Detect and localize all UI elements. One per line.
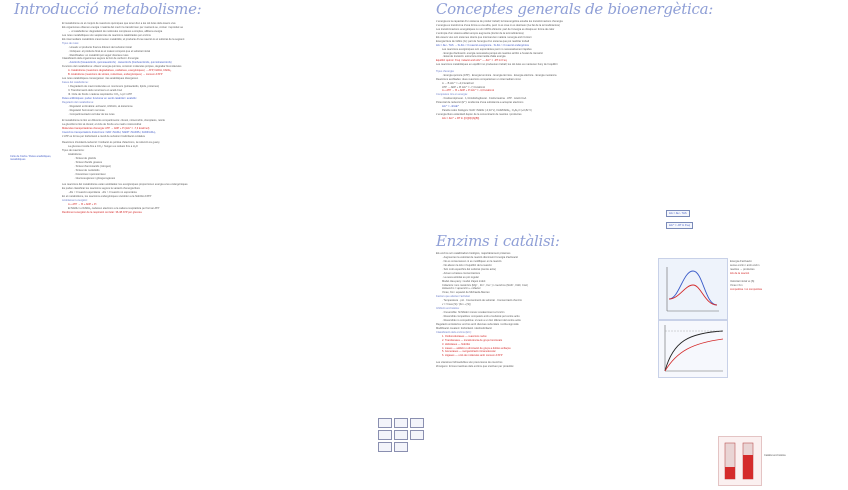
note-line: Les vitamines hidrosolubles són precursores de coenzims: [436, 360, 503, 364]
note-line: Energia lliure de Gibbs (G): part de l'energia d'un sistema que pot realitzar treball: [436, 39, 529, 43]
energy-section-title: Conceptes generals de bioenergètica:: [436, 0, 713, 18]
note-line: El metabolisme és el conjunt de reaccions químiques que tenen lloc a les cèl·lules dels éssers vius: [62, 22, 176, 25]
enzyme-icon: [394, 430, 408, 440]
equation-box-2: ΔG°' = -RT ln K'eq: [666, 222, 693, 229]
enzyme-icon: [378, 442, 392, 452]
note-line: · Regulació hormonal i nerviosa: [68, 108, 105, 112]
annotation-line: Velocitat inicial vs [S]: [730, 280, 755, 283]
figure-annotations: [730, 260, 840, 292]
note-line: · Síntesi de glúcids: [74, 156, 96, 160]
note-line: → el catabolisme: degradació de molècules complexes a simples, allibera energia: [68, 29, 163, 33]
annotation-line: sense enzim / amb enzim: [730, 264, 760, 267]
note-line: Els organismes obtenen energia i matèria del medi i la transformen per mantenir-se, créixer i reproduir-se: [62, 25, 184, 29]
note-line: L'energia és la capacitat d'un sistema de produir treball; la bioenergètica estudia les transformacions d'energia: [436, 20, 563, 23]
enzyme-icon: [410, 418, 424, 428]
note-line: · Lineals: el producte final és diferent del substrat inicial: [68, 45, 132, 49]
note-line: Les reaccions del metabolisme estan acoblades: les exergòniques proporcionen energia a les endergòniques: [62, 183, 188, 187]
note-line: Classificació dels enzims (EC):: [436, 330, 472, 334]
right-column: [430, 0, 842, 486]
note-line: Molècules transportadores d'energia: ATP → ADP + Pi (ΔG° = -7,3 kcal/mol): [62, 126, 150, 130]
page-title: Introducció metabolisme:: [14, 0, 202, 18]
note-line: I. Degradació de macromolècules en monòmers (polisacàrids, lípids, proteïnes): [68, 85, 160, 88]
note-line: Funcions del metabolisme: obtenir energia química, construir molècules pròpies, degradar biomolècules: [62, 65, 182, 69]
cylinder-note: Catàlisi enzimàtica: [764, 454, 786, 457]
note-line: A → B ΔG°' = +3,3 kcal/mol: [442, 81, 474, 85]
note-line: L'ATP es forma per fosforilació a nivell de substrat i fosforilació oxidativa: [62, 134, 145, 138]
note-line: Tipus de rutes:: [62, 41, 80, 45]
note-line: Tipus de reaccions:: [62, 149, 85, 153]
note-line: · Autòtrofs (fotoautòtrofs, quimioautòtrofs) · Heteròtrofs (fotoheteròtrofs, quimioheteròtrofs): [68, 61, 172, 65]
note-line: El NADH i el FADH₂ cedeixen electrons a la cadena respiratòria per formar ATP: [68, 206, 160, 210]
note-line: · Síntesi d'àcids grassos: [74, 160, 103, 164]
note-line: En el metabolisme, les reaccions endergòniques s'acoblen a la hidròlisi d'ATP: [62, 194, 152, 198]
note-line: · Gluconeogènesi i glicogenogènesi: [74, 176, 116, 180]
note-line: · Síntesi de nucleòtids: [74, 168, 100, 172]
catalysis-figure: [718, 436, 762, 486]
note-line: Modificació covalent: fosforilació i desfosforilació: [436, 326, 492, 330]
enzyme-class-icons: [376, 416, 428, 482]
note-line: ΔG°' = -nFΔE°': [442, 105, 460, 109]
note-line: Vmax, Km i equació de Michaelis-Menten: [442, 291, 490, 295]
note-line: · La seva activitat es pot regular: [442, 275, 479, 279]
michaelis-curve-icon: [659, 321, 727, 377]
enzyme-icon: [378, 430, 392, 440]
enzymes-notes: [436, 252, 656, 369]
note-line: Les rutes catabòliques convergeixen i les anabòliques divergeixen: [62, 77, 139, 81]
note-line: II. Transformació dels monòmers en acetil-CoA: [68, 88, 123, 92]
note-line: Tipus d'energia:: [436, 69, 455, 73]
note-line: Zimògens: formes inactives dels enzims que s'activen per proteòlisi: [436, 364, 514, 368]
note-line: · No alteren la ΔG ni l'equilibri de la reacció: [442, 263, 492, 267]
note-line: · Reversible no competitiva: s'uneix a un lloc diferent del centre actiu: [442, 318, 521, 322]
left-column: [10, 0, 410, 486]
note-line: · Regulació enzimàtica: activació, inhibició, al·losterisme: [68, 104, 133, 108]
note-line: Regulació del metabolisme:: [62, 100, 94, 104]
note-line: Inhibició enzimàtica:: [436, 307, 460, 311]
note-line: Cofactors: ions metàl·lics (Mg²⁺, Zn²⁺, Fe²⁺) i coenzims (NAD⁺, FAD, CoA): [442, 283, 528, 287]
note-line: ATP → ADP + Pi ΔG°' = -7,3 kcal/mol: [442, 85, 485, 89]
note-line: 1. Oxidoreductases — reaccions redox: [442, 334, 487, 338]
note-line: · Reversible competitiva: competeix amb el substrat pel centre actiu: [442, 315, 520, 318]
note-line: Les rutes metabòliques són seqüències de reaccions catalitzades per enzims: [62, 33, 151, 37]
note-line: Rutes anfibòliques: poden funcionar en sentit catabòlic i anabòlic: [62, 96, 137, 100]
note-line: · Fotosíntesi i quimiosíntesi: [74, 172, 106, 176]
side-note: Cicle de Krebs / Rutes anabòliques, metabòliques: [10, 155, 52, 162]
note-line: L'energia es transforma d'una forma a una altra, però ni es crea ni es destrueix (1a llei de la termodinàmica): [436, 23, 560, 27]
note-line: Les transformacions energètiques no són 100% eficients: part de l'energia es dissipa en forma de calor: [436, 27, 555, 31]
note-line: L'entropia d'un sistema aïllat sempre augmenta (2a llei de la termodinàmica): [436, 31, 524, 35]
left-notes: [62, 22, 410, 215]
note-line: Regulació al·lostèrica: enzims amb diverses subunitats i corba sigmoide: [436, 322, 519, 326]
enzyme-icon: [394, 442, 408, 452]
note-line: Model clau-pany i model d'ajust induït: [442, 279, 486, 283]
note-line: 5. Isomerases — reorganització intramolecular: [442, 350, 496, 354]
note-line: Holoenzim = apoenzim + cofactor: [442, 287, 481, 291]
note-line: · Temperatura · pH · Concentració de substrat · Concentració d'enzim: [442, 299, 523, 303]
note-line: Reaccions d'oxidació-reducció: l'oxidació és pèrdua d'electrons, la reducció és guany: [62, 141, 160, 145]
note-line: Compostos rics en energia:: [436, 93, 468, 97]
note-line: 6. Lligases — unió de molècules amb consum d'ATP: [442, 354, 503, 358]
note-line: Els intermediaris metabòlics s'anomenen metabòlits; el producte d'una reacció és el substrat de la següent: [62, 37, 185, 41]
note-line: Es poden classificar les reaccions segons la variació d'energia lliure: [62, 187, 140, 190]
note-line: Coenzims transportadors d'electrons: NAD⁺/NADH, NADP⁺/NADPH, FAD/FADH₂: [62, 130, 156, 134]
annotation-line: reactius → productes: [730, 268, 755, 271]
note-line: Fases del catabolisme:: [62, 81, 89, 85]
note-line: ΔG = ΔH - TΔS → Si ΔG < 0 reacció exergònica · Si ΔG > 0 reacció endergònica: [436, 43, 529, 47]
note-line: Les reaccions exergòniques són espontànies però no necessàriament ràpides: [442, 47, 532, 51]
note-line: · Augmenten la velocitat de reacció disminuint l'energia d'activació: [442, 255, 518, 259]
annotation-line: Energia d'activació: [730, 260, 752, 263]
equation-box-1: ΔG = ΔH - TΔS: [666, 210, 690, 217]
annotation-line: ΔG de la reacció: [730, 272, 750, 275]
note-line: Equilibri químic: K'eq i relació amb ΔG°' — ΔG°' = -RT ln K'eq: [436, 59, 507, 63]
enzyme-icon: [394, 418, 408, 428]
note-line: La glucosa s'oxida fins a CO₂ i l'oxigen es redueix fins a H₂O: [68, 145, 138, 149]
note-line: Parells redox biològics: NAD⁺/NADH (-0,32 V), FAD/FADH₂, O₂/H₂O (+0,82 V): [442, 109, 532, 113]
annotation-line: Vmax i Km: [730, 284, 743, 287]
note-line: 4. Liases — addició o eliminació de grups a dobles enllaços: [442, 346, 511, 350]
energy-notes: [436, 20, 726, 121]
note-line: Acoblament energètic:: [62, 198, 88, 202]
note-line: · Estat de transició: estructura intermèdia d'alta energia: [442, 55, 506, 59]
enzyme-icon: [378, 418, 392, 428]
enzymes-section-title: Enzims i catàlisi:: [436, 232, 560, 250]
note-line: v = Vmax [S] / (Km + [S]): [442, 303, 471, 307]
note-line: ΔG = ΔG°' + RT ln ([C][D]/[A][B]): [442, 117, 480, 120]
kinetics-figure: [658, 320, 728, 378]
note-line: · Actuen a baixes concentracions: [442, 271, 481, 275]
cylinder-icon: [719, 437, 761, 485]
note-line: Els éssers vius són sistemes oberts que intercanvien matèria i energia amb l'entorn: [436, 35, 532, 39]
note-line: Les reaccions metabòliques en equilibri no produeixen treball; les cèl·lules es mantenen lluny de l'equilibri: [436, 63, 558, 67]
note-line: · Ramificades: un metabòlit pot seguir diverses rutes: [68, 53, 129, 57]
note-line: 2. Transferases — transferència de grups funcionals: [442, 338, 503, 342]
note-line: B. Anabolisme (reaccions de síntesi, reductives, endergòniques) → consum d'ATP: [68, 73, 163, 77]
note-line: La glucòlisi té lloc al citosol; el cicle de Krebs a la matriu mitocondrial: [62, 122, 142, 126]
note-line: · Compartimentació cel·lular de les rutes: [68, 112, 115, 116]
note-line: Anabolisme: [68, 153, 82, 156]
note-line: · No es consumeixen ni es modifiquen en la reacció: [442, 259, 502, 263]
energy-curve-icon: [665, 265, 721, 313]
note-line: · Energia química (ATP) · Energia lumínica · Energia tèrmica · Energia elèctrica · Energia mecànica: [442, 73, 557, 77]
note-line: · ΔG < 0 reacció espontània · ΔG > 0 reacció no espontània: [68, 190, 137, 194]
note-line: · Síntesi d'aminoàcids (nitrogen): [74, 164, 112, 168]
note-line: · Irreversible: l'inhibidor s'uneix covalentment a l'enzim: [442, 311, 505, 315]
note-line: Rendiment energètic de la respiració cel·lular: 36-38 ATP per glucosa: [62, 210, 142, 214]
note-line: Factors que afecten l'activitat:: [436, 295, 471, 299]
annotation-line: competitiva / no competitiva: [730, 288, 763, 291]
activation-energy-figure: [658, 258, 728, 320]
note-line: III. Cicle de Krebs i cadena respiratòria: CO₂, H₂O i ATP: [68, 92, 133, 96]
note-line: · Fosfoenolpiruvat · 1,3-bisfosfoglicerat · Fosfocreatina · ATP · Acetil-CoA: [442, 97, 527, 101]
note-line: L'energia lliure estàndard depèn de la concentració de reactius i productes: [436, 113, 522, 117]
note-line: A. Catabolisme (reaccions degradatives, oxidatives, exergòniques) → ATP, NADH, FADH₂: [68, 69, 172, 73]
enzyme-icon: [410, 430, 424, 440]
note-line: El metabolisme té lloc en diferents compartiments: citosol, mitocondris, cloroplasts, reticle: [62, 119, 165, 122]
note-line: Potencial de reducció (E°'): tendència d'una substància a acceptar electrons: [436, 101, 524, 105]
note-line: Classificació dels organismes segons la font de carboni i d'energia:: [62, 57, 140, 61]
note-line: · Cícliques: el producte final és el mateix compost que el substrat inicial: [68, 49, 151, 53]
note-line: · Són molt específics del substrat (centre actiu): [442, 267, 497, 271]
note-line: · Energia d'activació: energia necessària perquè els reactius arribin a l'estat de transició: [442, 51, 543, 55]
note-line: A + ATP → B + ADP + Pi ΔG°' = -4,0 kcal/mol: [442, 89, 494, 93]
note-line: Reaccions acoblades: dues reaccions comparteixen un intermediari comú: [436, 77, 521, 81]
note-line: 3. Hidrolases — hidròlisi: [442, 342, 470, 346]
note-line: Els enzims són catalitzadors biològics, majoritàriament proteïnes: [436, 252, 511, 255]
note-line: A + ATP → B + ADP + Pi: [68, 202, 97, 206]
